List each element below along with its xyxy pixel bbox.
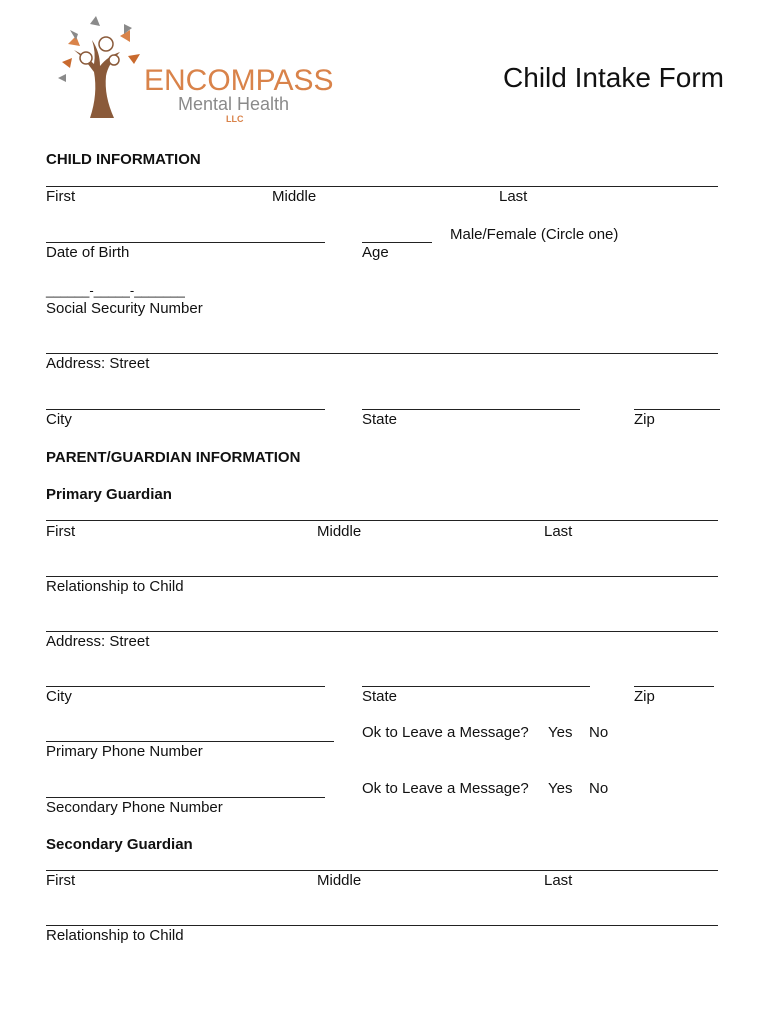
primary-relationship-field[interactable]	[46, 576, 718, 577]
secondary-name-field[interactable]	[46, 870, 718, 871]
child-dob-label: Date of Birth	[46, 244, 130, 261]
primary-zip-field[interactable]	[634, 686, 714, 687]
secondary-relationship-label: Relationship to Child	[46, 927, 184, 944]
child-last-label: Last	[499, 188, 528, 205]
primary-city-field[interactable]	[46, 686, 325, 687]
primary-phone-message-label: Ok to Leave a Message?	[362, 724, 529, 741]
primary-last-label: Last	[544, 523, 573, 540]
section-guardian-information: PARENT/GUARDIAN INFORMATION	[46, 449, 301, 466]
child-state-field[interactable]	[362, 409, 580, 410]
child-ssn-label: Social Security Number	[46, 300, 203, 317]
primary-state-label: State	[362, 688, 398, 705]
secondary-phone-message-no[interactable]: No	[589, 780, 609, 797]
secondary-phone-label: Secondary Phone Number	[46, 799, 223, 816]
child-state-label: State	[362, 411, 398, 428]
logo-subtitle: Mental Health	[178, 94, 290, 114]
form-title: Child Intake Form	[503, 62, 724, 93]
secondary-middle-label: Middle	[317, 872, 362, 889]
child-zip-label: Zip	[634, 411, 655, 428]
primary-phone-label: Primary Phone Number	[46, 743, 203, 760]
primary-relationship-label: Relationship to Child	[46, 578, 184, 595]
section-secondary-guardian: Secondary Guardian	[46, 836, 193, 853]
section-child-information: CHILD INFORMATION	[46, 151, 201, 168]
child-age-label: Age	[362, 244, 389, 261]
child-city-field[interactable]	[46, 409, 325, 410]
section-primary-guardian: Primary Guardian	[46, 486, 172, 503]
child-name-field[interactable]	[46, 186, 718, 187]
child-ssn-field[interactable]: ______-_____-_______	[46, 283, 185, 298]
secondary-first-label: First	[46, 872, 76, 889]
child-dob-field[interactable]	[46, 242, 325, 243]
secondary-phone-field[interactable]	[46, 797, 325, 798]
secondary-phone-message-yes[interactable]: Yes	[548, 780, 573, 797]
primary-name-field[interactable]	[46, 520, 718, 521]
child-first-label: First	[46, 188, 76, 205]
child-age-field[interactable]	[362, 242, 432, 243]
primary-phone-field[interactable]	[46, 741, 334, 742]
logo-suffix: LLC	[226, 114, 244, 124]
primary-middle-label: Middle	[317, 523, 362, 540]
child-middle-label: Middle	[272, 188, 317, 205]
child-sex-label[interactable]: Male/Female (Circle one)	[450, 226, 619, 243]
secondary-last-label: Last	[544, 872, 573, 889]
primary-phone-message-no[interactable]: No	[589, 724, 609, 741]
encompass-logo	[28, 14, 368, 132]
child-zip-field[interactable]	[634, 409, 720, 410]
child-address-field[interactable]	[46, 353, 718, 354]
primary-state-field[interactable]	[362, 686, 590, 687]
primary-city-label: City	[46, 688, 72, 705]
primary-first-label: First	[46, 523, 76, 540]
logo-name: ENCOMPASS	[144, 64, 334, 97]
tree-icon	[74, 40, 120, 118]
secondary-relationship-field[interactable]	[46, 925, 718, 926]
child-address-label: Address: Street	[46, 355, 150, 372]
primary-zip-label: Zip	[634, 688, 655, 705]
primary-address-field[interactable]	[46, 631, 718, 632]
primary-phone-message-yes[interactable]: Yes	[548, 724, 573, 741]
secondary-phone-message-label: Ok to Leave a Message?	[362, 780, 529, 797]
primary-address-label: Address: Street	[46, 633, 150, 650]
child-city-label: City	[46, 411, 72, 428]
